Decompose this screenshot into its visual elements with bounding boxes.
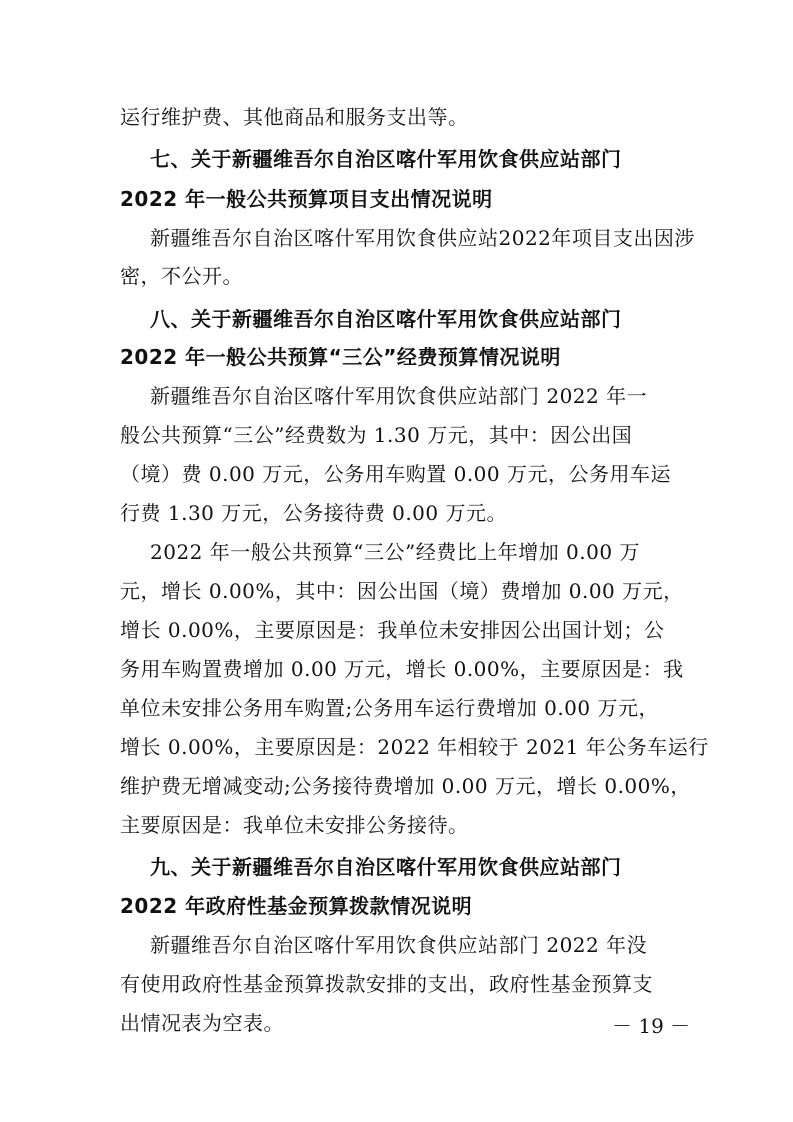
body-text-line: 般公共预算“三公”经费数为 1.30 万元，其中：因公出国 [120,423,633,447]
body-text-line: 出情况表为空表。 [120,1011,284,1035]
body-text-line: 运行维护费、其他商品和服务支出等。 [120,105,469,129]
section-heading-9-cont: 2022 年政府性基金预算拨款情况说明 [120,894,473,918]
page-number: － 19 － [612,1014,691,1038]
body-text-line: 元，增长 0.00%，其中：因公出国（境）费增加 0.00 万元， [120,579,684,603]
body-text-line: 行费 1.30 万元，公务接待费 0.00 万元。 [120,501,507,525]
body-text-line: 有使用政府性基金预算拨款安排的支出，政府性基金预算支 [120,972,653,996]
section-heading-7-cont: 2022 年一般公共预算项目支出情况说明 [120,187,493,211]
body-text-line: 务用车购置费增加 0.00 万元，增长 0.00%，主要原因是：我 [120,657,684,681]
section-heading-8: 八、关于新疆维吾尔自治区喀什军用饮食供应站部门 [150,307,622,331]
body-text-line: 单位未安排公务用车购置;公务用车运行费增加 0.00 万元， [120,696,659,720]
section-heading-9: 九、关于新疆维吾尔自治区喀什军用饮食供应站部门 [150,855,622,879]
body-text-line: 主要原因是：我单位未安排公务接待。 [120,813,469,837]
body-text-line: 新疆维吾尔自治区喀什军用饮食供应站2022年项目支出因涉 [150,226,695,250]
body-text-line: 增长 0.00%，主要原因是：我单位未安排因公出国计划；公 [120,618,665,642]
body-text-line: （境）费 0.00 万元，公务用车购置 0.00 万元，公务用车运 [120,462,671,486]
body-text-line: 新疆维吾尔自治区喀什军用饮食供应站部门 2022 年一 [150,384,648,408]
body-text-line: 增长 0.00%，主要原因是：2022 年相较于 2021 年公务车运行 [120,735,709,759]
body-text-line: 密，不公开。 [120,264,243,288]
body-text-line: 维护费无增减变动;公务接待费增加 0.00 万元，增长 0.00%， [120,774,691,798]
body-text-line: 新疆维吾尔自治区喀什军用饮食供应站部门 2022 年没 [150,933,648,957]
section-heading-8-cont: 2022 年一般公共预算“三公”经费预算情况说明 [120,345,561,369]
section-heading-7: 七、关于新疆维吾尔自治区喀什军用饮食供应站部门 [150,147,622,171]
body-text-line: 2022 年一般公共预算“三公”经费比上年增加 0.00 万 [150,540,640,564]
